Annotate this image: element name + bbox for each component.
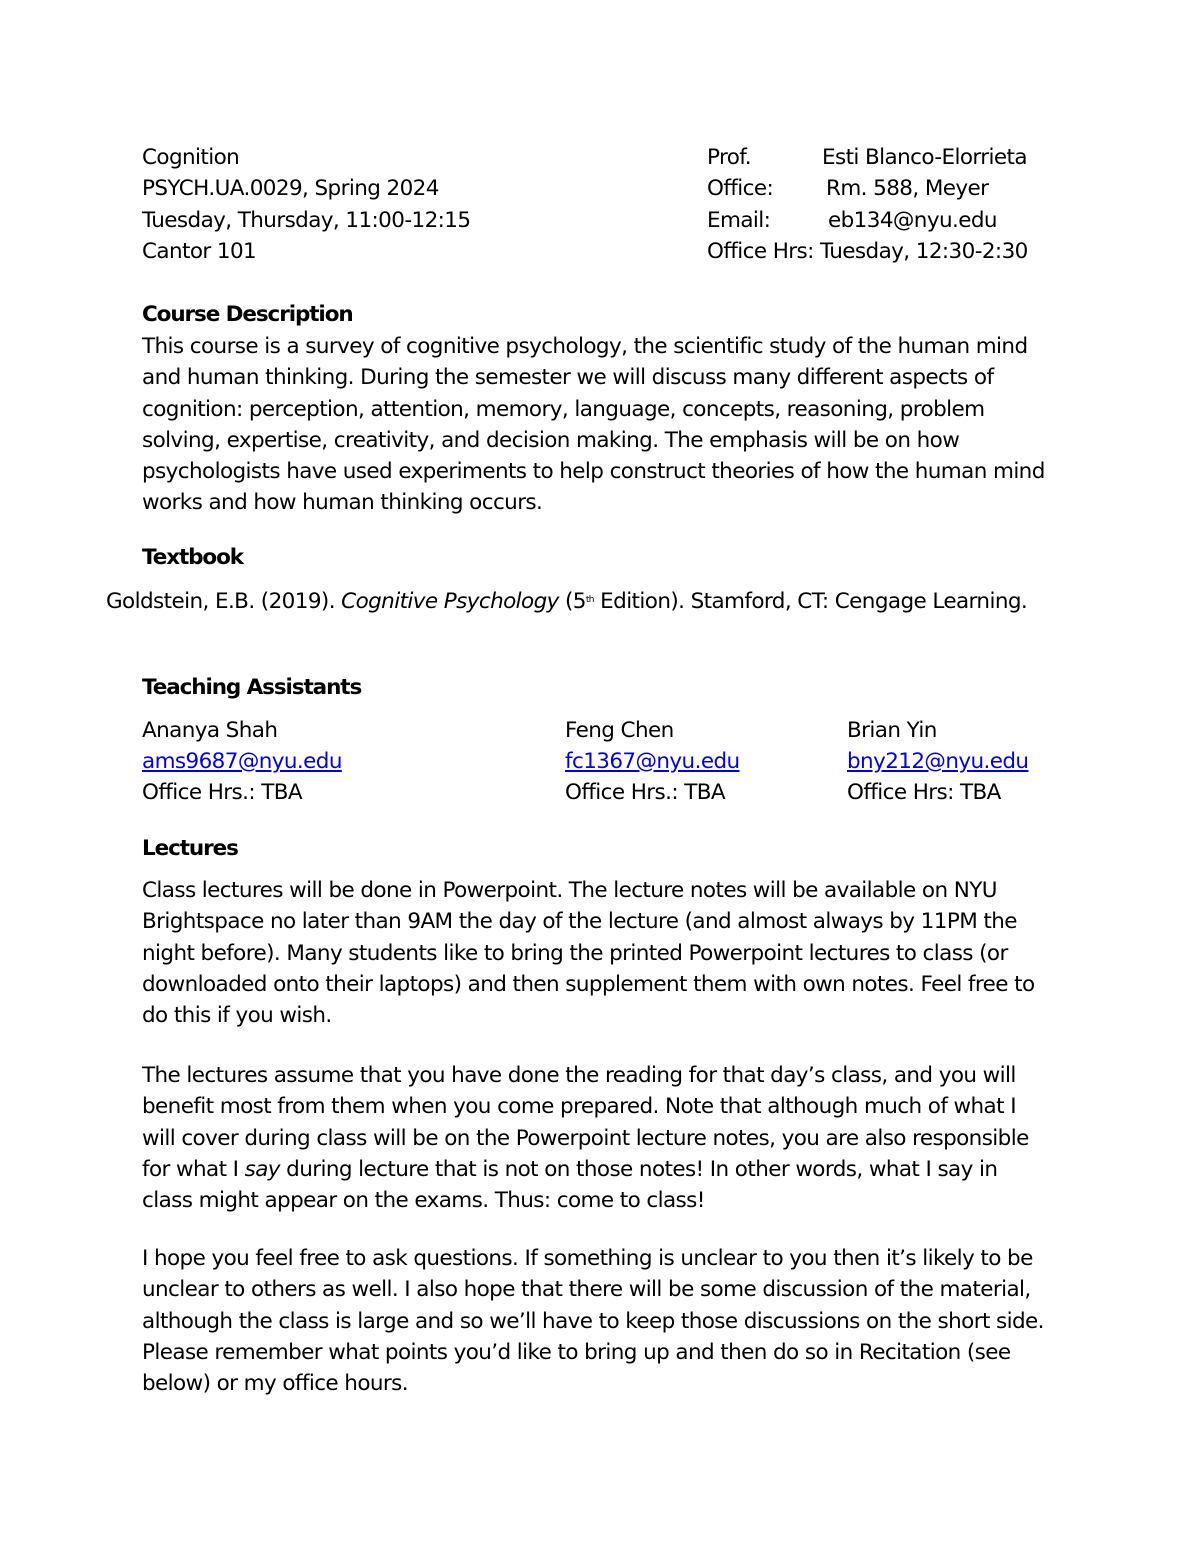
paragraph-line: class might appear on the exams. Thus: come to class!: [142, 1188, 705, 1214]
textbook-citation: [106, 585, 1027, 617]
ta-name: Feng Chen: [565, 718, 674, 743]
course-description-heading: Course Description: [142, 302, 353, 327]
paragraph-line: below) or my office hours.: [142, 1371, 408, 1397]
description-line: works and how human thinking occurs.: [142, 490, 543, 516]
paragraph-line: benefit most from them when you come prepared. Note that although much of what I: [142, 1094, 1016, 1120]
ta-card: [847, 715, 1028, 808]
prof-label: Prof.: [707, 145, 751, 170]
description-line: and human thinking. During the semester we will discuss many different aspects of: [142, 365, 994, 391]
ta-name: Brian Yin: [847, 718, 937, 743]
ta-email-link[interactable]: fc1367@nyu.edu: [565, 749, 740, 774]
citation-edition: (5: [558, 589, 586, 614]
lectures-paragraph-3: [142, 1243, 1044, 1399]
email-label: Email:: [707, 208, 771, 233]
course-schedule: Tuesday, Thursday, 11:00-12:15: [142, 208, 471, 233]
description-line: This course is a survey of cognitive psychology, the scientific study of the human mind: [142, 334, 1028, 359]
lectures-paragraph-1: [142, 875, 1035, 1031]
email-value: eb134@nyu.edu: [828, 208, 997, 233]
paragraph-line: I hope you feel free to ask questions. If something is unclear to you then it’s likely to be: [142, 1246, 1033, 1271]
paragraph-line: although the class is large and so we’ll have to keep those discussions on the short side.: [142, 1308, 1044, 1334]
ta-office-hours: Office Hrs.: TBA: [142, 780, 303, 805]
office-hours-value: Tuesday, 12:30-2:30: [820, 239, 1028, 264]
emph-word: say: [244, 1156, 280, 1182]
ta-email-link[interactable]: bny212@nyu.edu: [847, 749, 1029, 774]
citation-publisher: Edition). Stamford, CT: Cengage Learning.: [593, 589, 1028, 614]
paragraph-line: downloaded onto their laptops) and then supplement them with own notes. Feel free to: [142, 971, 1035, 997]
office-value: Rm. 588, Meyer: [826, 176, 989, 201]
prof-name: Esti Blanco-Elorrieta: [822, 145, 1027, 170]
textbook-heading: Textbook: [142, 545, 243, 570]
citation-edition-sup: th: [585, 595, 594, 605]
course-location: Cantor 101: [142, 239, 257, 264]
paragraph-line: Please remember what points you’d like to bring up and then do so in Recitation (see: [142, 1339, 1011, 1365]
course-title: Cognition: [142, 145, 240, 170]
paragraph-line: Brightspace no later than 9AM the day of the lecture (and almost always by 11PM the: [142, 909, 1017, 935]
citation-title: Cognitive Psychology: [341, 589, 559, 614]
office-hours-label: Office Hrs:: [707, 239, 814, 264]
emph-line-start: for what I: [142, 1156, 245, 1182]
description-line: solving, expertise, creativity, and decision making. The emphasis will be on how: [142, 427, 960, 453]
paragraph-line: Class lectures will be done in Powerpoint. The lecture notes will be available on NYU: [142, 878, 997, 903]
course-code: PSYCH.UA.0029, Spring 2024: [142, 176, 439, 201]
description-line: cognition: perception, attention, memory, language, concepts, reasoning, problem: [142, 396, 985, 422]
ta-card: [142, 715, 342, 808]
lectures-heading: Lectures: [142, 836, 238, 861]
course-description-body: [142, 331, 1045, 519]
paragraph-line: [142, 1154, 1029, 1185]
paragraph-line: unclear to others as well. I also hope that there will be some discussion of the material,: [142, 1277, 1031, 1303]
paragraph-line: night before). Many students like to bring the printed Powerpoint lectures to class (or: [142, 940, 1008, 966]
paragraph-line: The lectures assume that you have done the reading for that day’s class, and you will: [142, 1063, 1016, 1088]
lectures-paragraph-2: [142, 1060, 1029, 1216]
paragraph-line: do this if you wish.: [142, 1003, 332, 1029]
citation-author: Goldstein, E.B. (2019).: [106, 589, 342, 614]
ta-email-link[interactable]: ams9687@nyu.edu: [142, 749, 342, 774]
ta-card: [565, 715, 740, 808]
ta-name: Ananya Shah: [142, 718, 278, 743]
ta-office-hours: Office Hrs: TBA: [847, 780, 1001, 805]
description-line: psychologists have used experiments to help construct theories of how the human mind: [142, 459, 1045, 485]
emph-line-end: during lecture that is not on those notes! In other words, what I say in: [279, 1156, 998, 1182]
paragraph-line: will cover during class will be on the Powerpoint lecture notes, you are also responsible: [142, 1125, 1029, 1151]
teaching-assistants-heading: Teaching Assistants: [142, 675, 362, 700]
ta-office-hours: Office Hrs.: TBA: [565, 780, 726, 805]
office-label: Office:: [707, 176, 774, 201]
